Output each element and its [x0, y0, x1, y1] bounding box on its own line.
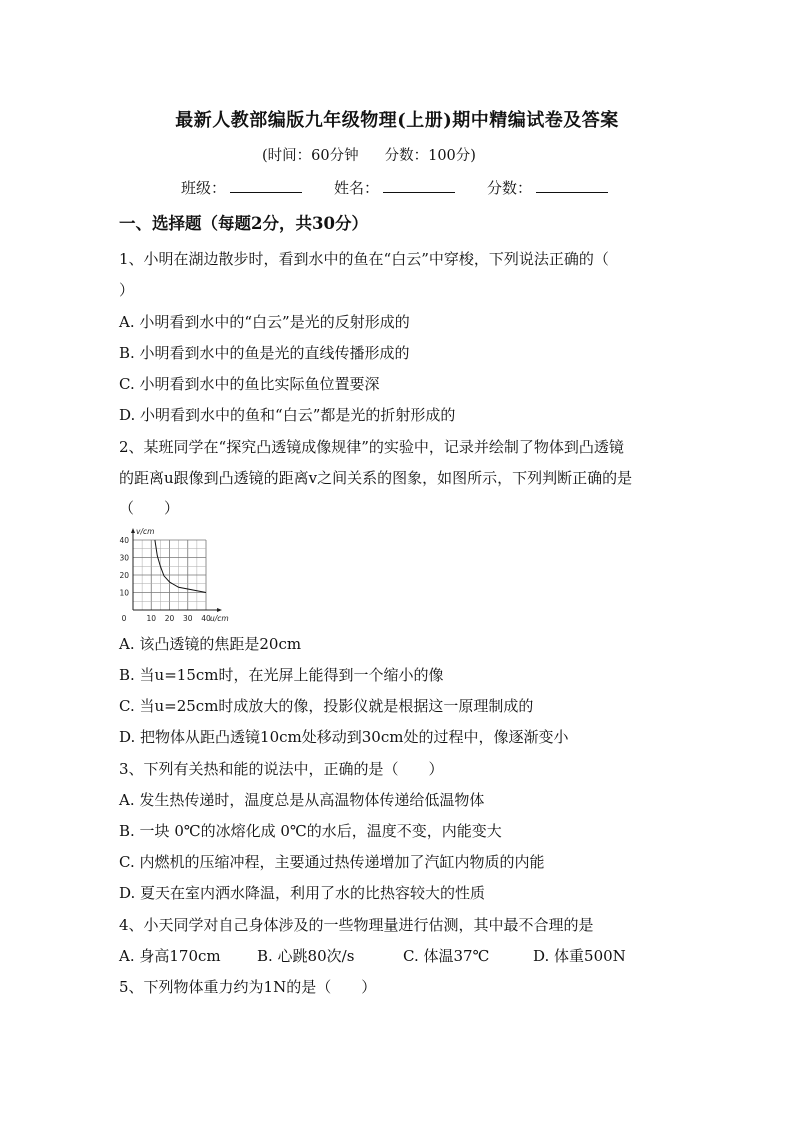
q1-option-d: D. 小明看到水中的鱼和“白云”都是光的折射形成的 [119, 406, 456, 424]
score-label: 分数： [487, 179, 533, 197]
section-heading: 一、选择题（每题2分，共30分） [119, 214, 368, 233]
q2-option-b: B. 当u=15cm时，在光屏上能得到一个缩小的像 [119, 666, 444, 684]
q4-option-c: C. 体温37℃ [403, 947, 490, 965]
class-field [181, 176, 302, 198]
q4-options [119, 945, 626, 966]
q3-stem: 3、下列有关热和能的说法中，正确的是（ ） [119, 760, 444, 778]
x-tick-label: 10 [146, 614, 157, 623]
exam-time: (时间：60分钟 [262, 148, 359, 164]
q3-option-a: A. 发生热传递时，温度总是从高温物体传递给低温物体 [119, 791, 485, 809]
score-field [487, 176, 608, 198]
q2-stem: 2、某班同学在“探究凸透镜成像规律”的实验中，记录并绘制了物体到凸透镜 [119, 438, 624, 456]
y-tick-label: 10 [119, 588, 129, 598]
q3-option-b: B. 一块 0℃的冰熔化成 0℃的水后，温度不变，内能变大 [119, 822, 502, 840]
class-label: 班级： [181, 179, 227, 197]
q4-option-b: B. 心跳80次/s [257, 947, 355, 965]
q3-option-d: D. 夏天在室内洒水降温，利用了水的比热容较大的性质 [119, 884, 486, 902]
x-tick-label: 20 [164, 614, 175, 623]
x-tick-label: 40 [201, 614, 211, 623]
q1-option-b: B. 小明看到水中的鱼是光的直线传播形成的 [119, 344, 410, 362]
lens-graph [114, 522, 238, 626]
q2-stem-paren: （ ） [119, 499, 180, 517]
y-tick-label: 20 [119, 571, 129, 580]
name-field [334, 176, 455, 198]
x-axis-arrow [217, 608, 222, 612]
q4-stem: 4、小天同学对自己身体涉及的一些物理量进行估测，其中最不合理的是 [119, 916, 594, 934]
name-blank[interactable] [383, 176, 455, 193]
q1-stem-cont: ） [119, 281, 135, 299]
x-tick-label: 0 [121, 614, 127, 623]
y-axis-arrow [131, 528, 135, 533]
class-blank[interactable] [230, 176, 302, 193]
page-title: 最新人教部编版九年级物理(上册)期中精编试卷及答案 [175, 110, 619, 131]
q2-option-c: C. 当u=25cm时成放大的像，投影仪就是根据这一原理制成的 [119, 697, 534, 715]
q1-stem: 1、小明在湖边散步时，看到水中的鱼在“白云”中穿梭，下列说法正确的（ [119, 250, 609, 268]
q2-option-d: D. 把物体从距凸透镜10cm处移动到30cm处的过程中，像逐渐变小 [119, 728, 569, 746]
y-axis-label: v/cm [136, 527, 155, 536]
q1-option-a: A. 小明看到水中的“白云”是光的反射形成的 [119, 313, 410, 331]
name-label: 姓名： [334, 179, 380, 197]
q2-stem-cont: 的距离u跟像到凸透镜的距离v之间关系的图象，如图所示，下列判断正确的是 [119, 469, 633, 487]
exam-score-total: 分数：100分) [384, 148, 476, 164]
x-axis-label: u/cm [210, 614, 229, 623]
q4-option-a: A. 身高170cm [119, 947, 221, 965]
y-tick-label: 30 [119, 553, 129, 563]
q3-option-c: C. 内燃机的压缩冲程，主要通过热传递增加了汽缸内物质的内能 [119, 853, 545, 871]
x-tick-label: 30 [182, 614, 193, 623]
q1-option-c: C. 小明看到水中的鱼比实际鱼位置要深 [119, 375, 380, 393]
y-tick-label: 40 [119, 536, 129, 545]
score-blank[interactable] [536, 176, 608, 193]
q2-option-a: A. 该凸透镜的焦距是20cm [119, 635, 302, 653]
exam-meta [262, 144, 476, 165]
q5-stem: 5、下列物体重力约为1N的是（ ） [119, 978, 377, 996]
q4-option-d: D. 体重500N [533, 947, 626, 965]
